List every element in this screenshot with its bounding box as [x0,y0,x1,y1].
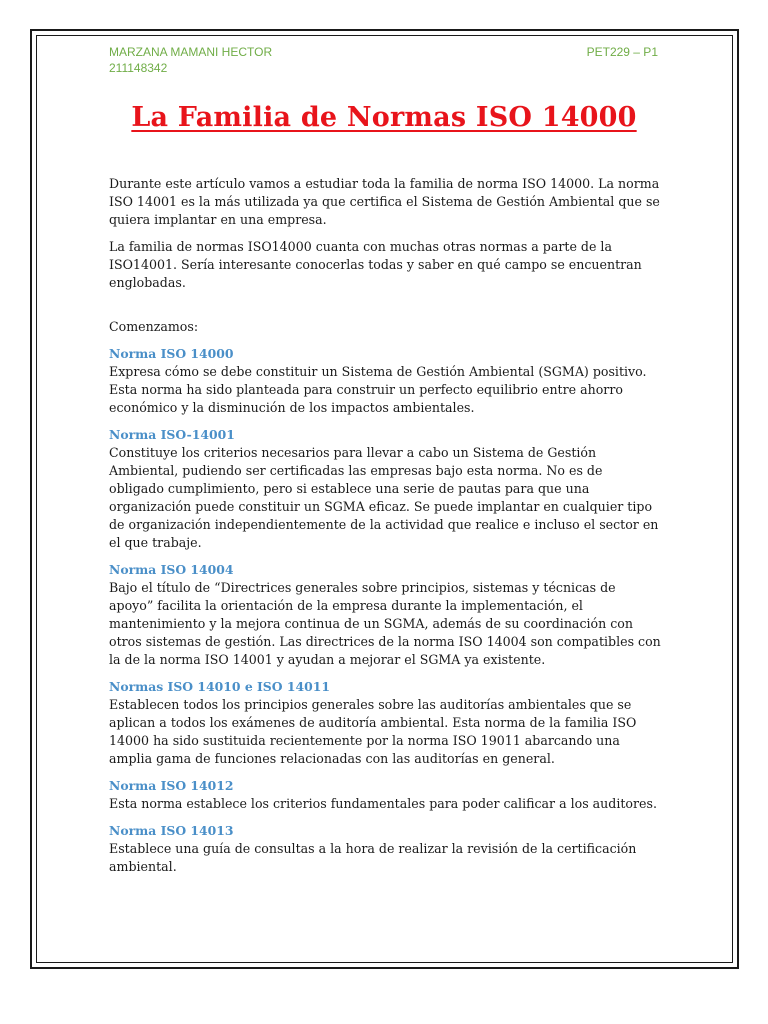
lead-in-text: Comenzamos: [109,319,199,334]
section-body: Expresa cómo se debe constituir un Sistema de Gestión Ambiental (SGMA) positivo. Esta norma ha sido planteada para construir un perfecto equilibrio entre ahorro económico y la disminución de los impactos ambientales. [109,364,647,415]
intro-paragraph: Durante este artículo vamos a estudiar toda la familia de norma ISO 14000. La norma ISO 14001 es la más utilizada ya que certifica el Sistema de Gestión Ambiental que se quiera implantar en una empresa. [109,176,660,227]
section-body: Establece una guía de consultas a la hora de realizar la revisión de la certificación ambiental. [109,841,637,874]
section-heading: Norma ISO-14001 [109,427,235,442]
section-heading: Norma ISO 14013 [109,823,234,838]
course-code: PET229 – P1 [586,45,658,59]
section-heading: Norma ISO 14004 [109,562,234,577]
section [109,426,661,552]
section-body: Bajo el título de “Directrices generales sobre principios, sistemas y técnicas de apoyo” facilita la orientación de la empresa durante la implementación, el mantenimiento y la mejora continua de un SGMA, además de su coordinación con otros sistemas de gestión. Las directrices de la norma ISO 14004 son compatibles con la de la norma ISO 14001 y ayudan a mejorar el SGMA ya existente. [109,580,661,667]
section [109,678,661,768]
document-body [109,175,661,885]
section [109,777,661,813]
section-heading: Norma ISO 14012 [109,778,234,793]
section-heading: Norma ISO 14000 [109,346,234,361]
section-body: Establecen todos los principios generales sobre las auditorías ambientales que se aplican a todos los exámenes de auditoría ambiental. Esta norma de la familia ISO 14000 ha sido sustituida recientemente por la norma ISO 19011 abarcando una amplia gama de funciones relacionadas con las auditorías en general. [109,697,637,766]
section [109,561,661,669]
author-block [109,44,272,76]
author-id: 211148342 [109,61,168,75]
section-body: Esta norma establece los criterios fundamentales para poder calificar a los auditores. [109,796,657,811]
section-heading: Normas ISO 14010 e ISO 14011 [109,679,330,694]
section-body: Constituye los criterios necesarios para llevar a cabo un Sistema de Gestión Ambiental, pudiendo ser certificadas las empresas bajo esta norma. No es de obligado cumplimiento, pero si establece una serie de pautas para que una organización puede constituir un SGMA eficaz. Se puede implantar en cualquier tipo de organización independientemente de la actividad que realice e incluso el sector en el que trabaje. [109,445,659,550]
section [109,822,661,876]
intro-paragraph: La familia de normas ISO14000 cuanta con muchas otras normas a parte de la ISO14001. Sería interesante conocerlas todas y saber en qué campo se encuentran englobadas. [109,239,642,290]
author-name: MARZANA MAMANI HECTOR [109,45,273,59]
document-title: La Familia de Normas ISO 14000 [131,102,637,133]
section [109,345,661,417]
